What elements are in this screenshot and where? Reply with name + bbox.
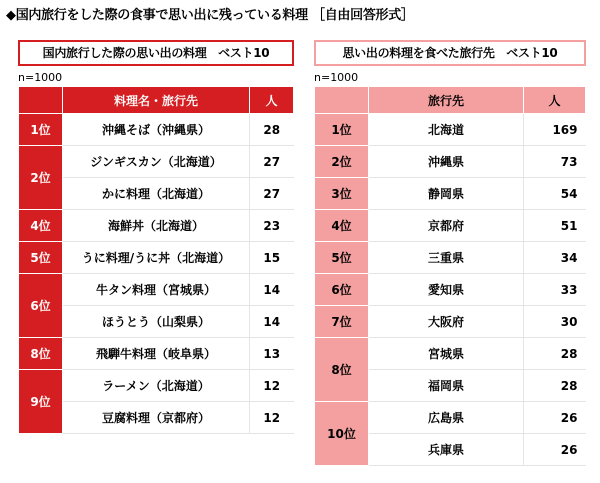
destination-cell: 広島県 [369, 402, 524, 434]
rank-cell: 8位 [315, 338, 369, 402]
destination-cell: 兵庫県 [369, 434, 524, 466]
right-panel [314, 40, 586, 466]
destination-cell: 京都府 [369, 210, 524, 242]
count-cell: 33 [524, 274, 586, 306]
destination-cell: 大阪府 [369, 306, 524, 338]
table-row [315, 306, 586, 338]
destination-cell: 北海道 [369, 114, 524, 146]
right-heading: 思い出の料理を食べた旅行先 ベスト10 [314, 40, 586, 66]
table-row [315, 338, 586, 370]
dish-cell: 豆腐料理（京都府） [63, 402, 250, 434]
count-cell: 26 [524, 402, 586, 434]
rank-cell: 2位 [315, 146, 369, 178]
rank-cell: 8位 [19, 338, 63, 370]
rank-cell: 1位 [315, 114, 369, 146]
table-row [315, 114, 586, 146]
left-sample-note: n=1000 [18, 71, 63, 84]
count-cell: 28 [524, 338, 586, 370]
count-cell: 28 [250, 114, 294, 146]
rank-cell: 1位 [19, 114, 63, 146]
left-panel [18, 40, 294, 434]
left-ranking-table [18, 86, 294, 434]
dish-cell: 飛騨牛料理（岐阜県） [63, 338, 250, 370]
count-cell: 27 [250, 146, 294, 178]
table-row [19, 146, 294, 178]
table-row [315, 178, 586, 210]
rank-cell: 6位 [19, 274, 63, 338]
count-cell: 13 [250, 338, 294, 370]
destination-cell: 三重県 [369, 242, 524, 274]
table-row [19, 210, 294, 242]
rank-cell: 4位 [315, 210, 369, 242]
right-ranking-table [314, 86, 586, 466]
left-heading: 国内旅行した際の思い出の料理 ベスト10 [18, 40, 294, 66]
table-row [19, 242, 294, 274]
header-rank [315, 87, 369, 114]
table-row [315, 402, 586, 434]
rank-cell: 5位 [19, 242, 63, 274]
count-cell: 73 [524, 146, 586, 178]
header-dish: 料理名・旅行先 [63, 87, 250, 114]
destination-cell: 沖縄県 [369, 146, 524, 178]
table-row [19, 274, 294, 306]
count-cell: 30 [524, 306, 586, 338]
rank-cell: 4位 [19, 210, 63, 242]
header-destination: 旅行先 [369, 87, 524, 114]
count-cell: 12 [250, 370, 294, 402]
dish-cell: ラーメン（北海道） [63, 370, 250, 402]
table-row [19, 114, 294, 146]
destination-cell: 愛知県 [369, 274, 524, 306]
count-cell: 51 [524, 210, 586, 242]
count-cell: 54 [524, 178, 586, 210]
rank-cell: 3位 [315, 178, 369, 210]
table-row [315, 274, 586, 306]
count-cell: 15 [250, 242, 294, 274]
table-row [315, 146, 586, 178]
page-title: ◆国内旅行をした際の食事で思い出に残っている料理 ［自由回答形式］ [6, 8, 414, 23]
rank-cell: 5位 [315, 242, 369, 274]
dish-cell: ジンギスカン（北海道） [63, 146, 250, 178]
dish-cell: 海鮮丼（北海道） [63, 210, 250, 242]
count-cell: 14 [250, 306, 294, 338]
destination-cell: 福岡県 [369, 370, 524, 402]
count-cell: 26 [524, 434, 586, 466]
table-row [19, 370, 294, 402]
right-sample-note: n=1000 [314, 71, 359, 84]
table-row [315, 242, 586, 274]
dish-cell: ほうとう（山梨県） [63, 306, 250, 338]
header-count: 人 [524, 87, 586, 114]
rank-cell: 9位 [19, 370, 63, 434]
header-count: 人 [250, 87, 294, 114]
dish-cell: 沖縄そば（沖縄県） [63, 114, 250, 146]
dish-cell: かに料理（北海道） [63, 178, 250, 210]
rank-cell: 2位 [19, 146, 63, 210]
count-cell: 169 [524, 114, 586, 146]
count-cell: 14 [250, 274, 294, 306]
dish-cell: うに料理/うに丼（北海道） [63, 242, 250, 274]
count-cell: 28 [524, 370, 586, 402]
header-rank [19, 87, 63, 114]
rank-cell: 10位 [315, 402, 369, 466]
count-cell: 34 [524, 242, 586, 274]
rank-cell: 7位 [315, 306, 369, 338]
table-row [19, 338, 294, 370]
count-cell: 23 [250, 210, 294, 242]
count-cell: 12 [250, 402, 294, 434]
table-row [315, 210, 586, 242]
destination-cell: 宮城県 [369, 338, 524, 370]
rank-cell: 6位 [315, 274, 369, 306]
destination-cell: 静岡県 [369, 178, 524, 210]
count-cell: 27 [250, 178, 294, 210]
dish-cell: 牛タン料理（宮城県） [63, 274, 250, 306]
